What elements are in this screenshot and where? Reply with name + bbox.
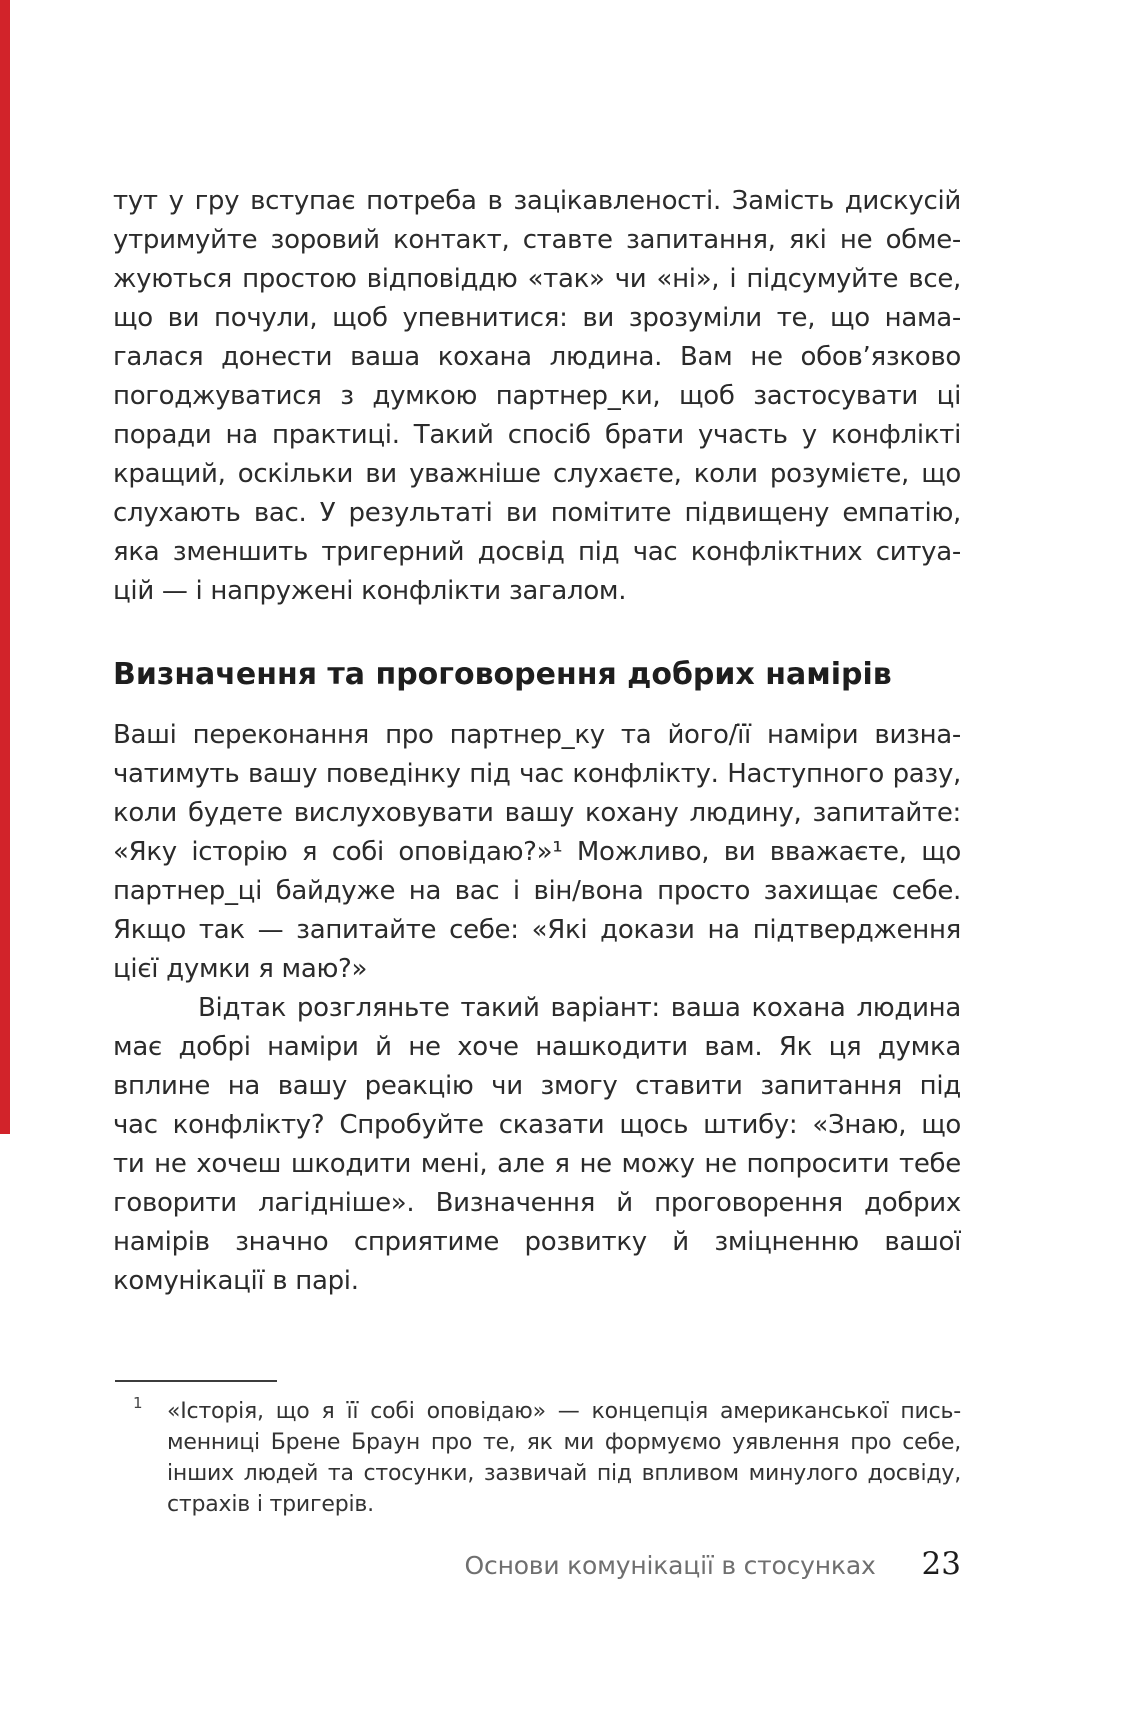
text-line: має добрі наміри й не хоче нашкодити вам. Як ця думка: [113, 1032, 961, 1062]
paragraph-1: [113, 182, 961, 611]
red-accent-bar: [0, 0, 10, 1134]
text-line: жуються простою відповіддю «так» чи «ні», і підсумуйте все,: [113, 264, 961, 294]
text-line: Ваші переконання про партнер_ку та його/її наміри визна-: [113, 720, 961, 750]
text-line: слухають вас. У результаті ви помітите підвищену емпатію,: [113, 498, 961, 528]
section-heading: Визначення та проговорення добрих намірів: [113, 657, 892, 692]
text-line: коли будете вислуховувати вашу кохану людину, запитайте:: [113, 798, 961, 828]
text-line: поради на практиці. Такий спосіб брати участь у конфлікті: [113, 420, 961, 450]
text-line: Відтак розгляньте такий варіант: ваша кохана людина: [198, 993, 961, 1023]
text-line: тут у гру вступає потреба в зацікавленості. Замість дискусій: [113, 186, 961, 216]
page-number: 23: [921, 1546, 961, 1582]
footnote: [113, 1396, 961, 1520]
footnote-line: «Історія, що я її собі оповідаю» — концепція американської пись-: [167, 1399, 961, 1424]
text-line: яка зменшить тригерний досвід під час конфліктних ситуа-: [113, 537, 961, 567]
text-line: намірів значно сприятиме розвитку й зміцненню вашої: [113, 1227, 961, 1257]
text-line: цій — і напружені конфлікти загалом.: [113, 576, 627, 606]
text-line: говорити лагідніше». Визначення й проговорення добрих: [113, 1188, 961, 1218]
text-line: цієї думки я маю?»: [113, 954, 368, 984]
text-line: чатимуть вашу поведінку під час конфлікту. Наступного разу,: [113, 759, 961, 789]
text-line: Якщо так — запитайте себе: «Які докази на підтвердження: [113, 915, 961, 945]
footnote-marker: 1: [133, 1394, 143, 1412]
footnote-divider: [115, 1380, 277, 1382]
footnote-line: інших людей та стосунки, зазвичай під впливом минулого досвіду,: [167, 1461, 961, 1486]
text-line: «Яку історію я собі оповідаю?»¹ Можливо, ви вважаєте, що: [113, 837, 961, 867]
footnote-line: менниці Брене Браун про те, як ми формуємо уявлення про себе,: [167, 1430, 961, 1455]
footnote-line: страхів і тригерів.: [167, 1492, 374, 1517]
text-line: ти не хочеш шкодити мені, але я не можу не попросити тебе: [113, 1149, 961, 1179]
paragraph-3: [113, 989, 961, 1301]
text-line: комунікації в парі.: [113, 1266, 359, 1296]
running-footer: [113, 1546, 961, 1582]
text-line: час конфлікту? Спробуйте сказати щось штибу: «Знаю, що: [113, 1110, 961, 1140]
text-line: що ви почули, щоб упевнитися: ви зрозуміли те, що нама-: [113, 303, 961, 333]
text-line: утримуйте зоровий контакт, ставте запитання, які не обме-: [113, 225, 961, 255]
text-line: погоджуватися з думкою партнер_ки, щоб застосувати ці: [113, 381, 961, 411]
running-title: Основи комунікації в стосунках: [464, 1551, 876, 1580]
text-line: партнер_ці байдуже на вас і він/вона просто захищає себе.: [113, 876, 961, 906]
text-line: галася донести ваша кохана людина. Вам не обов’язково: [113, 342, 961, 372]
text-line: вплине на вашу реакцію чи змогу ставити запитання під: [113, 1071, 961, 1101]
text-line: кращий, оскільки ви уважніше слухаєте, коли розумієте, що: [113, 459, 961, 489]
paragraph-2: [113, 716, 961, 989]
